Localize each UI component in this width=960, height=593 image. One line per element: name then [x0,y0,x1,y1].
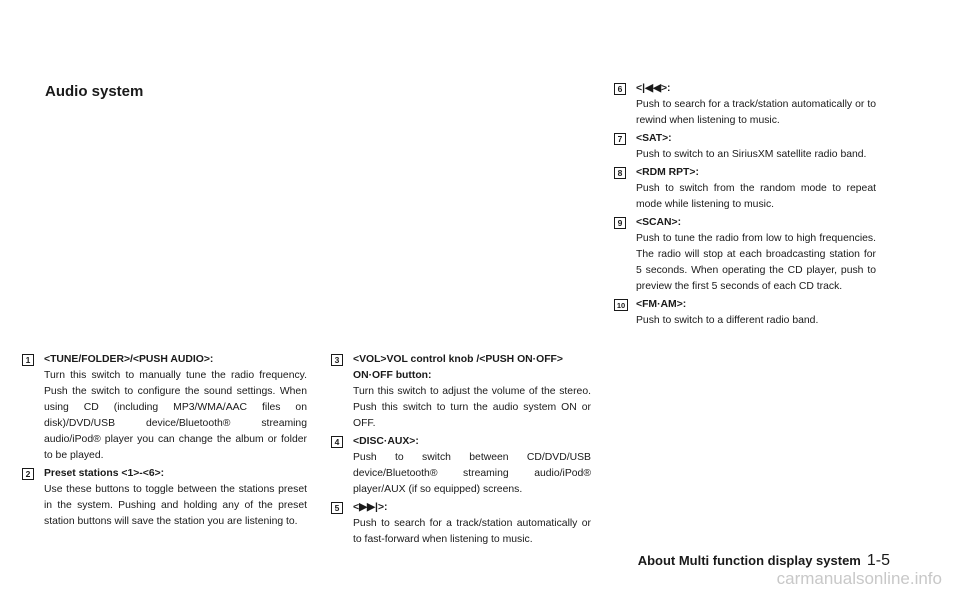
item-number-badge: 2 [22,468,34,480]
item-title: <▶▶|>: [353,502,388,513]
item-description: Push to search for a track/station automatically or to fast-forward when listening to music. [353,518,591,545]
item-number-badge: 7 [614,133,626,145]
item-description: Push to switch to an SiriusXM satellite radio band. [636,149,867,160]
item-title: <SAT>: [636,133,672,144]
item-title: <DISC·AUX>: [353,436,419,447]
item-description: Push to tune the radio from low to high frequencies. The radio will stop at each broadcasting station for 5 seconds. When operating the CD player, push to preview the first 5 seconds of each CD track. [636,233,876,292]
item-title: <TUNE/FOLDER>/<PUSH AUDIO>: [44,354,214,365]
column-right [614,81,876,331]
item-number-badge: 4 [331,436,343,448]
list-item [614,165,876,213]
item-description: Push to switch to a different radio band. [636,315,819,326]
column-left [22,352,307,532]
item-number-badge: 8 [614,167,626,179]
item-title: Preset stations <1>-<6>: [44,468,165,479]
item-number-badge: 9 [614,217,626,229]
item-title: <|◀◀>: [636,83,671,94]
item-number-badge: 10 [614,299,628,311]
list-item [614,215,876,295]
item-title: <SCAN>: [636,217,682,228]
item-description: Push to switch from the random mode to repeat mode while listening to music. [636,183,876,210]
watermark: carmanualsonline.info [776,569,942,588]
list-item [331,500,591,548]
page-number: 1-5 [866,552,890,569]
item-number-badge: 5 [331,502,343,514]
item-description: Push to search for a track/station automatically or to rewind when listening to music. [636,99,876,126]
item-number-badge: 3 [331,354,343,366]
list-item [614,131,876,163]
footer-section-title: About Multi function display system [637,553,861,568]
item-title: <RDM RPT>: [636,167,699,178]
item-number-badge: 1 [22,354,34,366]
item-title: <FM·AM>: [636,299,687,310]
item-description: Turn this switch to manually tune the radio frequency. Push the switch to configure the sound settings. When using CD (including MP3/WMA/AAC files on disk)/DVD/USB device/Bluetooth® streaming audio/iPod® player you can change the album or folder to be played. [44,370,307,461]
list-item [614,81,876,129]
list-item [331,352,591,432]
item-description: Use these buttons to toggle between the stations preset in the system. Pushing and holding any of the preset station buttons will save the station you are listening to. [44,484,307,527]
page-footer [638,552,890,570]
section-heading: Audio system [45,83,144,100]
list-item [22,352,307,464]
item-number-badge: 6 [614,83,626,95]
list-item [614,297,876,329]
item-title: <VOL>VOL control knob /<PUSH ON·OFF> ON·OFF button: [353,354,563,381]
column-middle [331,352,591,550]
list-item [22,466,307,530]
item-description: Push to switch between CD/DVD/USB device/Bluetooth® streaming audio/iPod® player/AUX (if so equipped) screens. [353,452,591,495]
item-description: Turn this switch to adjust the volume of the stereo. Push this switch to turn the audio system ON or OFF. [353,386,591,429]
list-item [331,434,591,498]
